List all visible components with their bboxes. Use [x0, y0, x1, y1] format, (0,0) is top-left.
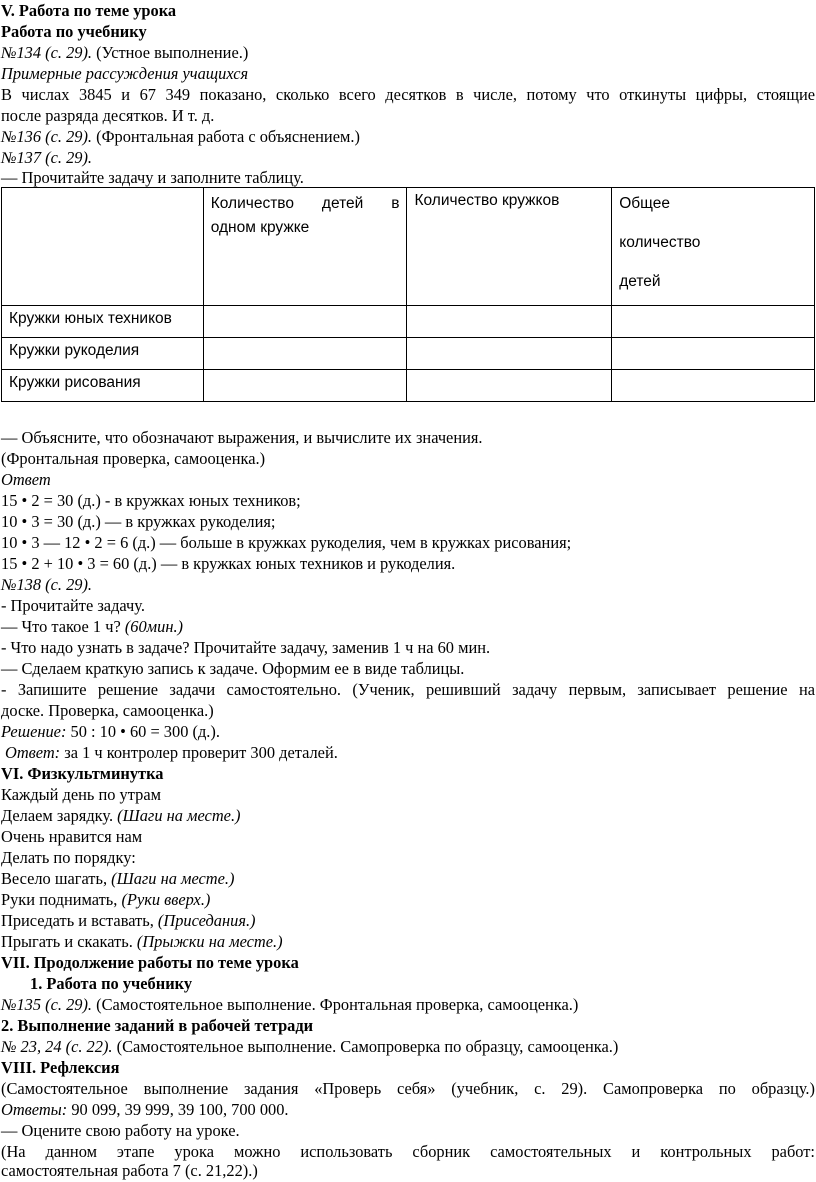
exercise-text: Делаем зарядку.: [1, 806, 118, 825]
answer-line: 10 • 3 = 30 (д.) — в кружках рукоделия;: [1, 512, 276, 531]
exercise-line: [1, 932, 283, 952]
answers-text: 90 099, 39 999, 39 100, 700 000.: [67, 1100, 289, 1119]
exercise-text: Руки поднимать,: [1, 890, 122, 909]
answer-line: 10 • 3 — 12 • 2 = 6 (д.) — больше в кружках рукоделия, чем в кружках рисования;: [1, 533, 572, 552]
reflection-line-1: (Самостоятельное выполнение задания «Проверь себя» (учебник, с. 29). Самопроверка по образцу.): [1, 1079, 815, 1098]
what-is-answer: (60мин.): [124, 617, 184, 636]
table-cell: [203, 306, 407, 338]
task135-line: [1, 995, 578, 1015]
evaluate-line: — Оцените свою работу на уроке.: [1, 1121, 240, 1140]
reflection-note-2: самостоятельная работа 7 (с. 21,22).): [1, 1161, 258, 1180]
table-cell: Кружки рисования: [2, 370, 204, 402]
workbook-line: [1, 1037, 618, 1057]
table-cell: [203, 338, 407, 370]
exercise-line: [1, 911, 256, 931]
task134-note: (Устное выполнение.): [92, 43, 249, 62]
task138-ref: №138 (с. 29).: [1, 575, 93, 594]
exercise-line: [1, 869, 234, 889]
section7-item2: 2. Выполнение заданий в рабочей тетради: [1, 1016, 314, 1035]
answers-label: Ответы:: [1, 1100, 68, 1119]
clubs-table: [1, 187, 815, 402]
table-cell: [407, 306, 612, 338]
table-cell: [612, 306, 815, 338]
table-row: [2, 338, 815, 370]
task134-ref: №134 (с. 29).: [1, 43, 93, 62]
exercise-line: [1, 827, 142, 847]
reasoning-label: Примерные рассуждения учащихся: [1, 64, 249, 83]
solution-text: 50 : 10 • 60 = 300 (д.).: [66, 722, 220, 741]
section7-title: VII. Продолжение работы по теме урока: [1, 953, 299, 972]
exercise-line: [1, 806, 241, 826]
exercise-note: (Руки вверх.): [121, 890, 211, 909]
reasoning-line-2: после разряда десятков. И т. д.: [1, 106, 215, 125]
task136-ref: №136 (с. 29).: [1, 127, 93, 146]
table-header-cell: [612, 188, 815, 306]
explain-line: — Объясните, что обозначают выражения, и вычислите их значения.: [1, 428, 483, 447]
exercise-text: Делать по порядку:: [1, 848, 136, 867]
section5-title: V. Работа по теме урока: [1, 1, 177, 20]
exercise-note: (Приседания.): [157, 911, 256, 930]
task136-note: (Фронтальная работа с объяснением.): [92, 127, 360, 146]
table-cell: [407, 370, 612, 402]
task134-line: [1, 43, 248, 63]
task138-what-is: [1, 617, 183, 637]
workbook-ref: № 23, 24 (с. 22).: [1, 1037, 113, 1056]
table-cell: [612, 338, 815, 370]
exercise-text: Каждый день по утрам: [1, 785, 161, 804]
task135-note: (Самостоятельное выполнение. Фронтальная проверка, самооценка.): [92, 995, 579, 1014]
task138-need: - Что надо узнать в задаче? Прочитайте задачу, заменив 1 ч на 60 мин.: [1, 638, 491, 657]
table-cell: [612, 370, 815, 402]
exercise-text: Весело шагать,: [1, 869, 112, 888]
exercise-line: [1, 848, 136, 868]
table-header-cell: Количество кружков: [407, 188, 612, 306]
exercise-line: [1, 890, 210, 910]
answer-line: 15 • 2 = 30 (д.) - в кружках юных техников;: [1, 491, 301, 510]
task135-ref: №135 (с. 29).: [1, 995, 93, 1014]
task137-instruction: — Прочитайте задачу и заполните таблицу.: [1, 168, 304, 187]
solution-label: Решение:: [1, 722, 67, 741]
table-cell: [407, 338, 612, 370]
exercise-note: (Прыжки на месте.): [136, 932, 283, 951]
table-cell: Кружки рукоделия: [2, 338, 204, 370]
answer-label: Ответ: [1, 470, 51, 489]
header-children-per-club: Количество детей в одном кружке: [210, 195, 400, 236]
table-header-cell: [2, 188, 204, 306]
table-row: [2, 370, 815, 402]
exercise-text: Прыгать и скакать.: [1, 932, 137, 951]
exercise-line: [1, 785, 161, 805]
task138-solution: [1, 722, 220, 742]
exercise-text: Очень нравится нам: [1, 827, 143, 846]
section8-title: VIII. Рефлексия: [1, 1058, 120, 1077]
table-cell: Кружки юных техников: [2, 306, 204, 338]
task137-ref: №137 (с. 29).: [1, 148, 93, 167]
answer-line: 15 • 2 + 10 • 3 = 60 (д.) — в кружках юных техников и рукоделия.: [1, 554, 456, 573]
task138-answer-text: за 1 ч контролер проверит 300 деталей.: [60, 743, 338, 762]
table-row: [2, 306, 815, 338]
table-header-cell: [203, 188, 407, 306]
task138-read: - Прочитайте задачу.: [1, 596, 145, 615]
task138-answer-label: Ответ:: [5, 743, 61, 762]
check-line: (Фронтальная проверка, самооценка.): [1, 449, 266, 468]
reflection-note-1: (На данном этапе урока можно использовать сборник самостоятельных и контрольных работ:: [1, 1142, 815, 1161]
exercise-text: Приседать и вставать,: [1, 911, 158, 930]
task138-write-line-1: - Запишите решение задачи самостоятельно. (Ученик, решивший задачу первым, записывает решение на: [1, 680, 815, 699]
what-is-question: — Что такое 1 ч?: [1, 617, 125, 636]
task138-write-line-2: доске. Проверка, самооценка.): [1, 701, 214, 720]
header-total-children: Общее количество детей: [619, 195, 701, 290]
section7-item1: 1. Работа по учебнику: [30, 974, 193, 993]
exercise-note: (Шаги на месте.): [111, 869, 235, 888]
exercise-note: (Шаги на месте.): [117, 806, 241, 825]
reflection-answers: [1, 1100, 289, 1120]
section5-subtitle: Работа по учебнику: [1, 22, 147, 41]
section6-title: VI. Физкультминутка: [1, 764, 164, 783]
workbook-note: (Самостоятельное выполнение. Самопроверка по образцу, самооценка.): [112, 1037, 619, 1056]
table-header-row: [2, 188, 815, 306]
reasoning-line-1: В числах 3845 и 67 349 показано, сколько всего десятков в числе, потому что откинуты цифры, стоящие: [1, 85, 815, 104]
task138-answer: [5, 743, 338, 763]
task136-line: [1, 127, 360, 147]
task138-short: — Сделаем краткую запись к задаче. Оформим ее в виде таблицы.: [1, 659, 465, 678]
table-cell: [203, 370, 407, 402]
